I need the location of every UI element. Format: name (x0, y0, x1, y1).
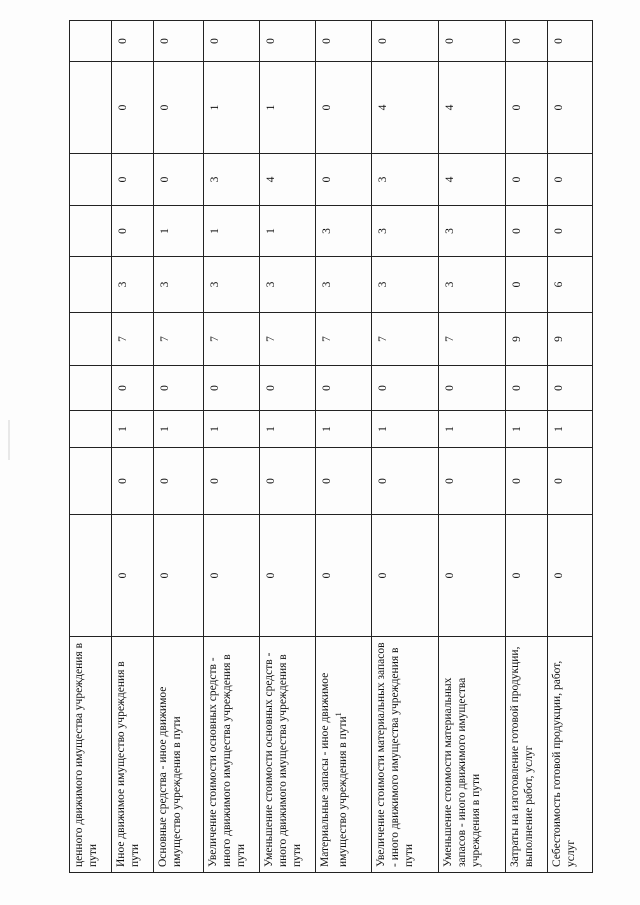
value-cell: 0 (204, 515, 260, 637)
value-cell: 1 (260, 411, 316, 448)
value-cell: 0 (372, 21, 439, 62)
value-cell: 1 (112, 411, 154, 448)
value-cell: 1 (204, 411, 260, 448)
row-name: Основные средства - иное движимое имущество учреждения в пути (157, 686, 183, 867)
value-cell: 3 (204, 257, 260, 313)
value-cell: 1 (372, 411, 439, 448)
value-cell (70, 206, 112, 257)
table-row (316, 21, 372, 873)
value-cell: 3 (439, 206, 506, 257)
table-row (154, 21, 204, 873)
row-name-cell (439, 637, 506, 873)
value-cell: 0 (112, 154, 154, 206)
value-cell: 0 (204, 366, 260, 411)
value-cell: 4 (260, 154, 316, 206)
value-cell: 1 (154, 411, 204, 448)
row-name: Уменьшение стоимости основных средств - иного движимого имущества учреждения в пути (263, 652, 303, 867)
value-cell: 0 (439, 515, 506, 637)
value-cell: 7 (154, 313, 204, 366)
value-cell: 6 (548, 257, 593, 313)
row-name: Себестоимость готовой продукции, работ, услуг (551, 660, 577, 867)
value-cell (70, 154, 112, 206)
value-cell: 0 (316, 448, 372, 515)
value-cell: 0 (154, 515, 204, 637)
row-name-cell (506, 637, 548, 873)
value-cell: 0 (372, 366, 439, 411)
value-cell: 0 (506, 21, 548, 62)
value-cell: 0 (548, 515, 593, 637)
value-cell: 0 (260, 515, 316, 637)
table-row (439, 21, 506, 873)
value-cell: 3 (316, 206, 372, 257)
value-cell: 0 (112, 448, 154, 515)
value-cell: 0 (506, 154, 548, 206)
value-cell: 0 (112, 206, 154, 257)
value-cell (70, 411, 112, 448)
value-cell: 7 (439, 313, 506, 366)
row-name: Уменьшение стоимости материальных запасов - иного движимого имущества учреждения в пути (442, 677, 482, 867)
value-cell: 3 (439, 257, 506, 313)
value-cell: 7 (260, 313, 316, 366)
table-row (548, 21, 593, 873)
value-cell (70, 62, 112, 154)
value-cell: 0 (112, 515, 154, 637)
row-name-cell (112, 637, 154, 873)
value-cell: 0 (316, 366, 372, 411)
value-cell: 3 (260, 257, 316, 313)
value-cell: 0 (548, 366, 593, 411)
row-name: ценного движимого имущества учреждения в пути (73, 643, 99, 867)
value-cell: 0 (439, 366, 506, 411)
value-cell (70, 448, 112, 515)
value-cell: 0 (260, 448, 316, 515)
value-cell: 0 (154, 154, 204, 206)
row-name: Увеличение стоимости основных средств - иного движимого имущества учреждения в пути (207, 654, 247, 867)
value-cell: 7 (372, 313, 439, 366)
value-cell: 7 (112, 313, 154, 366)
value-cell: 0 (316, 62, 372, 154)
table-row (506, 21, 548, 873)
value-cell: 0 (548, 62, 593, 154)
value-cell: 1 (204, 62, 260, 154)
value-cell (70, 257, 112, 313)
accounts-table (69, 20, 593, 873)
value-cell: 7 (204, 313, 260, 366)
value-cell: 0 (112, 366, 154, 411)
table-row (112, 21, 154, 873)
value-cell: 0 (372, 515, 439, 637)
value-cell: 0 (204, 448, 260, 515)
value-cell: 4 (439, 154, 506, 206)
footnote-marker: 1 (334, 712, 343, 717)
value-cell: 4 (439, 62, 506, 154)
row-name-cell (70, 637, 112, 873)
value-cell: 0 (154, 366, 204, 411)
value-cell (70, 366, 112, 411)
row-name-cell (372, 637, 439, 873)
value-cell: 0 (548, 206, 593, 257)
value-cell: 0 (204, 21, 260, 62)
scan-artifact (8, 420, 10, 460)
value-cell: 0 (316, 154, 372, 206)
value-cell: 7 (316, 313, 372, 366)
value-cell: 0 (439, 448, 506, 515)
value-cell: 1 (204, 206, 260, 257)
value-cell: 0 (506, 206, 548, 257)
value-cell: 1 (260, 206, 316, 257)
value-cell: 0 (316, 21, 372, 62)
value-cell: 3 (204, 154, 260, 206)
value-cell: 0 (112, 21, 154, 62)
value-cell: 0 (506, 62, 548, 154)
value-cell: 0 (260, 21, 316, 62)
value-cell: 3 (316, 257, 372, 313)
value-cell: 1 (154, 206, 204, 257)
value-cell (70, 515, 112, 637)
value-cell: 1 (316, 411, 372, 448)
row-name: Увеличение стоимости материальных запасов - иного движимого имущества учреждения в пути (375, 642, 415, 867)
value-cell: 0 (548, 448, 593, 515)
row-name-cell (548, 637, 593, 873)
row-name: Материальные запасы - иное движимое имущество учреждения в пути (319, 672, 349, 867)
table-row (70, 21, 112, 873)
value-cell: 1 (548, 411, 593, 448)
rotated-table-container (69, 38, 577, 873)
table-row (260, 21, 316, 873)
value-cell: 0 (112, 62, 154, 154)
row-name-cell (154, 637, 204, 873)
value-cell: 0 (506, 257, 548, 313)
value-cell: 0 (154, 21, 204, 62)
value-cell: 1 (439, 411, 506, 448)
value-cell (70, 313, 112, 366)
row-name-cell (316, 637, 372, 873)
row-name: Затраты на изготовление готовой продукции, выполнение работ, услуг (509, 646, 535, 867)
value-cell: 0 (548, 154, 593, 206)
value-cell: 0 (506, 515, 548, 637)
value-cell: 0 (372, 448, 439, 515)
value-cell: 0 (154, 448, 204, 515)
table-row (372, 21, 439, 873)
value-cell: 3 (154, 257, 204, 313)
value-cell: 9 (506, 313, 548, 366)
value-cell: 4 (372, 62, 439, 154)
table-body (70, 21, 593, 873)
value-cell: 1 (260, 62, 316, 154)
value-cell (70, 21, 112, 62)
value-cell: 0 (506, 366, 548, 411)
value-cell: 3 (372, 257, 439, 313)
value-cell: 0 (316, 515, 372, 637)
value-cell: 9 (548, 313, 593, 366)
row-name-cell (204, 637, 260, 873)
row-name-cell (260, 637, 316, 873)
value-cell: 3 (112, 257, 154, 313)
value-cell: 3 (372, 206, 439, 257)
table-row (204, 21, 260, 873)
value-cell: 0 (260, 366, 316, 411)
value-cell: 0 (154, 62, 204, 154)
value-cell: 1 (506, 411, 548, 448)
value-cell: 0 (439, 21, 506, 62)
value-cell: 3 (372, 154, 439, 206)
row-name: Иное движимое имущество учреждения в пути (115, 661, 141, 867)
value-cell: 0 (548, 21, 593, 62)
value-cell: 0 (506, 448, 548, 515)
